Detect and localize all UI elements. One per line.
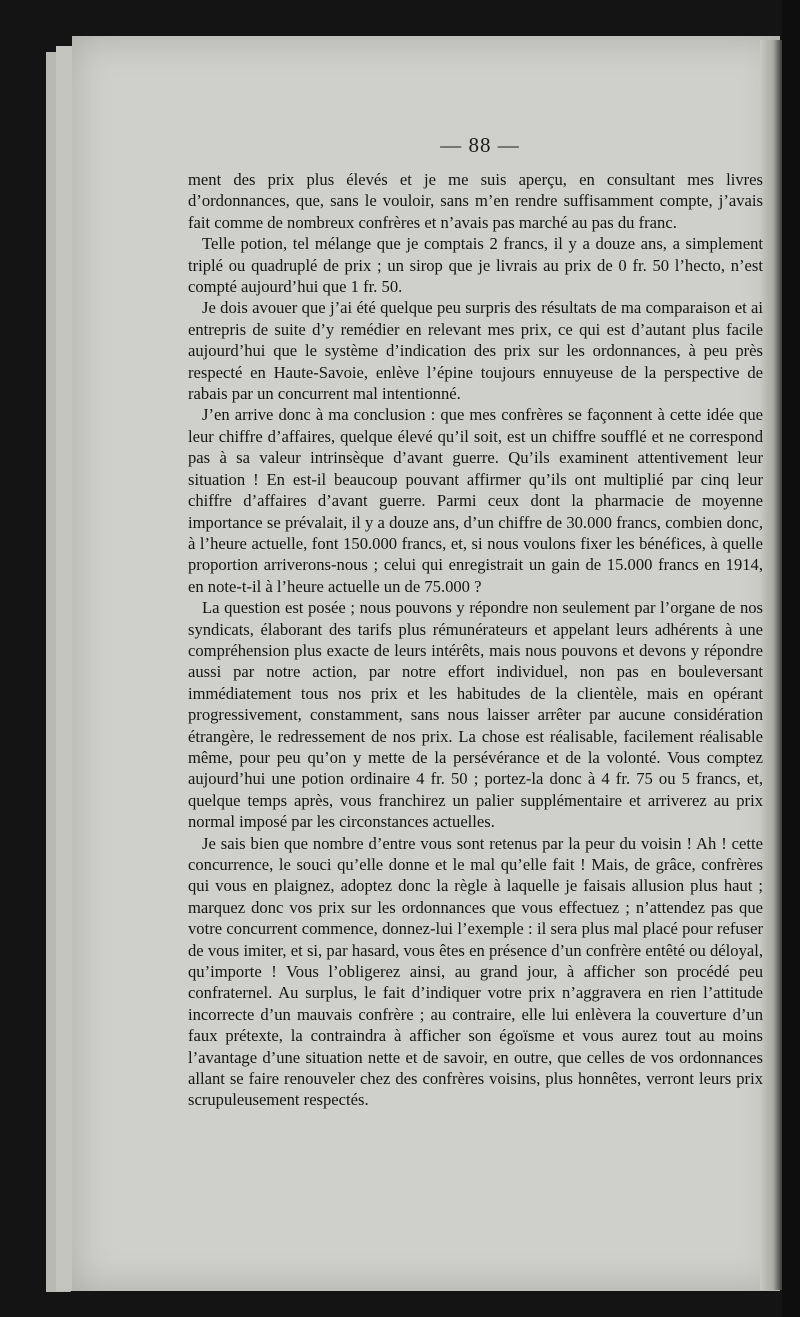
paragraph: Telle potion, tel mélange que je comptais 2 francs, il y a douze ans, a simplement triplé ou quadruplé de prix ; un sirop que je livrais au prix de 0 fr. 50 l’hecto, n’est compté aujourd’hui que 1 fr. 50.	[188, 234, 763, 297]
body-text	[188, 169, 763, 1111]
paragraph: ment des prix plus élevés et je me suis aperçu, en consultant mes livres d’ordonnances, que, sans le vouloir, sans m’en rendre suffisamment compte, j’avais fait comme de nombreux confrères et n’avais pas marché au pas du franc.	[188, 170, 763, 232]
scan-border-right	[782, 0, 800, 1317]
paragraph: Je dois avouer que j’ai été quelque peu surpris des résultats de ma comparaison et ai entrepris de suite d’y remédier en relevant mes prix, ce qui est d’autant plus facile aujourd’hui que le système d’indication des prix sur les ordonnances, à peu près respecté en Haute-Savoie, enlève l’épine toujours ennuyeuse de la perspective de rabais par un concurrent mal intentionné.	[188, 298, 763, 404]
paragraph: La question est posée ; nous pouvons y répondre non seulement par l’organe de nos syndicats, élaborant des tarifs plus rémunérateurs et appelant leurs adhérents à une compréhension plus exacte de leurs intérêts, mais nous pouvons et devons y répondre aussi par notre action, par notre effort individuel, non pas en bouleversant immédiatement tous nos prix et les habitudes de la clientèle, mais en opérant progressivement, constamment, sans nous laisser arrêter par aucune considération étrangère, le redressement de nos prix. La chose est réalisable, facilement réalisable même, pour peu qu’on y mette de la persévérance et de la volonté. Vous comptez aujourd’hui une potion ordinaire 4 fr. 50 ; portez-la donc à 4 fr. 75 ou 5 francs, et, quelque temps après, vous franchirez un palier supplémentaire et arriverez au prix normal imposé par les circonstances actuelles.	[188, 598, 763, 832]
paragraph: J’en arrive donc à ma conclusion : que mes confrères se façonnent à cette idée que leur chiffre d’affaires, quelque élevé qu’il soit, est un chiffre soufflé et ne correspond pas à sa valeur intrinsèque d’avant guerre. Qu’ils examinent attentivement leur situation ! En est-il beaucoup pouvant affirmer qu’ils ont multiplié par cinq leur chiffre d’affaires d’avant guerre. Parmi ceux dont la pharmacie de moyenne importance se prévalait, il y a douze ans, d’un chiffre de 30.000 francs, combien donc, à l’heure actuelle, font 150.000 francs, et, si nous voulons fixer les bénéfices, à quelle proportion arriverons-nous ; celui qui enregistrait un gain de 15.000 francs en 1914, en note-t-il à l’heure actuelle un de 75.000 ?	[188, 405, 763, 596]
page-fold-shadow	[760, 40, 782, 1290]
paragraph: Je sais bien que nombre d’entre vous sont retenus par la peur du voisin ! Ah ! cette concurrence, le souci qu’elle donne et le mal qu’elle fait ! Mais, de grâce, confrères qui vous en plaignez, adoptez donc la règle à laquelle je faisais allusion plus haut ; marquez donc vos prix sur les ordonnances que vous effectuez ; n’attendez pas que votre concurrent commence, donnez-lui l’exemple : il sera plus mal placé pour refuser de vous imiter, et si, par hasard, vous êtes en présence d’un confrère entêté ou déloyal, qu’importe ! Vous l’obligerez ainsi, au grand jour, à afficher son procédé peu confraternel. Au surplus, le fait d’indiquer votre prix n’aggravera en rien l’attitude incorrecte d’un mauvais confrère ; au contraire, elle lui enlèvera la couverture d’un faux prétexte, la contraindra à afficher son égoïsme et vous aurez tout au moins l’avantage d’une situation nette et de savoir, en outre, que celles de vos ordonnances allant se faire renouveler chez des confrères voisins, plus honnêtes, verront leurs prix scrupuleusement respectés.	[188, 833, 763, 1110]
page-number: — 88 —	[440, 133, 520, 157]
